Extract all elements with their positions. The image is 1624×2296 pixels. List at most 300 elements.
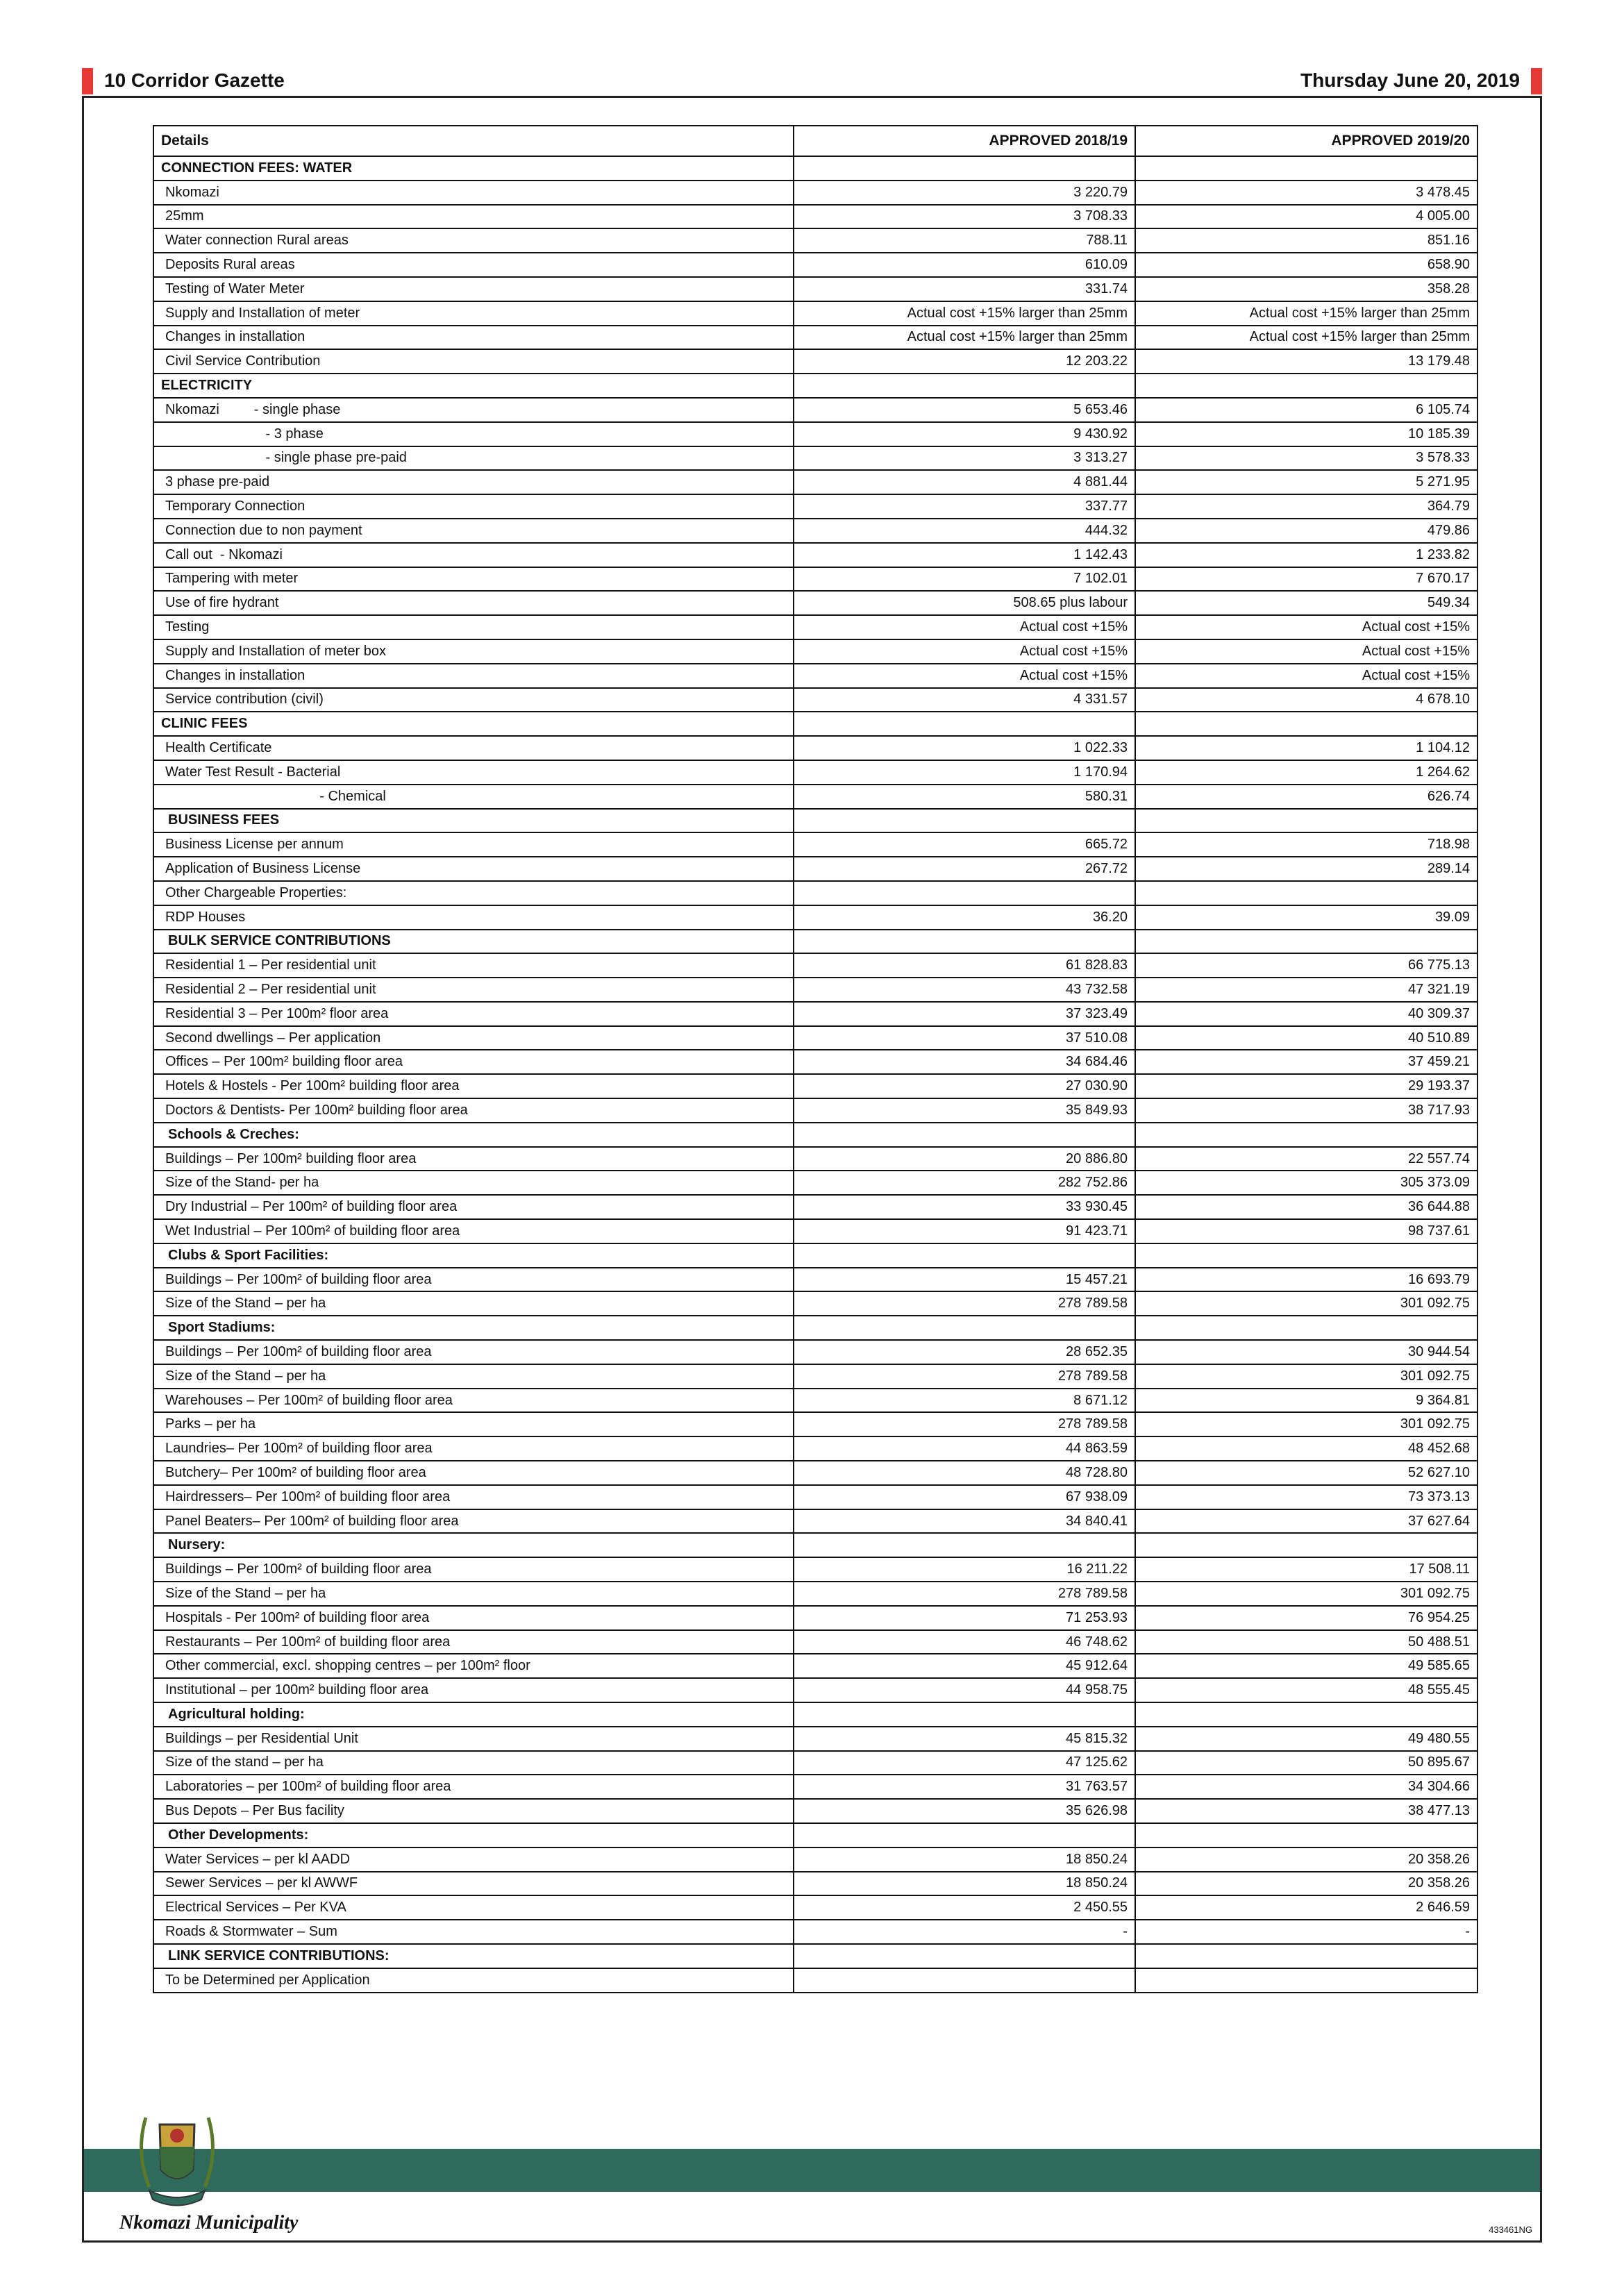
table-row xyxy=(153,1847,1477,1872)
table-header-row xyxy=(153,126,1477,156)
row-details: Roads & Stormwater – Sum xyxy=(153,1920,794,1944)
table-row xyxy=(153,736,1477,760)
section-row xyxy=(153,809,1477,833)
column-header-details: Details xyxy=(153,126,794,156)
row-details: Connection due to non payment xyxy=(153,519,794,543)
row-approved-2019-20: Actual cost +15% larger than 25mm xyxy=(1135,326,1477,350)
row-approved-2018-19: 44 958.75 xyxy=(794,1678,1135,1702)
table-row xyxy=(153,1219,1477,1243)
row-approved-2018-19: 7 102.01 xyxy=(794,567,1135,592)
row-approved-2018-19: 28 652.35 xyxy=(794,1340,1135,1364)
row-approved-2018-19: Actual cost +15% xyxy=(794,615,1135,639)
row-approved-2018-19: 3 708.33 xyxy=(794,205,1135,229)
row-approved-2018-19 xyxy=(794,1243,1135,1268)
row-approved-2019-20 xyxy=(1135,1944,1477,1968)
row-approved-2019-20: 1 264.62 xyxy=(1135,760,1477,785)
row-details: 25mm xyxy=(153,205,794,229)
row-details: Clubs & Sport Facilities: xyxy=(153,1243,794,1268)
row-details: Water Test Result - Bacterial xyxy=(153,760,794,785)
row-details: Butchery– Per 100m² of building floor area xyxy=(153,1461,794,1485)
row-details: - single phase pre-paid xyxy=(153,446,794,471)
row-approved-2018-19: 3 220.79 xyxy=(794,181,1135,205)
table-row xyxy=(153,664,1477,688)
row-details: Supply and Installation of meter box xyxy=(153,639,794,664)
row-approved-2019-20: 48 555.45 xyxy=(1135,1678,1477,1702)
row-details: Hairdressers– Per 100m² of building floor area xyxy=(153,1485,794,1509)
row-details: Health Certificate xyxy=(153,736,794,760)
row-approved-2019-20: 4 005.00 xyxy=(1135,205,1477,229)
row-details: Sewer Services – per kl AWWF xyxy=(153,1872,794,1896)
row-approved-2019-20 xyxy=(1135,1123,1477,1147)
row-approved-2018-19: 31 763.57 xyxy=(794,1775,1135,1799)
table-row xyxy=(153,615,1477,639)
row-details: Laboratories – per 100m² of building floor area xyxy=(153,1775,794,1799)
row-approved-2018-19: 71 253.93 xyxy=(794,1606,1135,1630)
table-row xyxy=(153,857,1477,881)
row-details: Changes in installation xyxy=(153,326,794,350)
row-approved-2019-20 xyxy=(1135,1702,1477,1727)
table-row xyxy=(153,1485,1477,1509)
table-row xyxy=(153,978,1477,1002)
row-details: Buildings – Per 100m² of building floor area xyxy=(153,1268,794,1292)
row-approved-2018-19: 278 789.58 xyxy=(794,1291,1135,1316)
table-row xyxy=(153,470,1477,494)
row-approved-2019-20: 37 627.64 xyxy=(1135,1509,1477,1534)
row-approved-2018-19: 1 170.94 xyxy=(794,760,1135,785)
table-row xyxy=(153,1654,1477,1678)
row-approved-2018-19: 331.74 xyxy=(794,277,1135,301)
row-details: Wet Industrial – Per 100m² of building floor area xyxy=(153,1219,794,1243)
table-row xyxy=(153,1727,1477,1751)
row-approved-2018-19: 18 850.24 xyxy=(794,1847,1135,1872)
row-approved-2018-19 xyxy=(794,1533,1135,1557)
column-header-2019-20: APPROVED 2019/20 xyxy=(1135,126,1477,156)
table-row xyxy=(153,398,1477,422)
row-approved-2018-19 xyxy=(794,712,1135,736)
row-approved-2018-19: 267.72 xyxy=(794,857,1135,881)
row-approved-2019-20: 29 193.37 xyxy=(1135,1074,1477,1098)
row-approved-2018-19: 278 789.58 xyxy=(794,1582,1135,1606)
row-approved-2018-19: - xyxy=(794,1920,1135,1944)
table-row xyxy=(153,494,1477,519)
row-approved-2018-19 xyxy=(794,881,1135,905)
row-approved-2018-19: 278 789.58 xyxy=(794,1412,1135,1436)
row-approved-2019-20 xyxy=(1135,1823,1477,1847)
row-approved-2018-19: Actual cost +15% xyxy=(794,664,1135,688)
table-row xyxy=(153,326,1477,350)
row-details: Laundries– Per 100m² of building floor area xyxy=(153,1436,794,1461)
crest-scroll xyxy=(149,2190,205,2206)
row-details: Residential 2 – Per residential unit xyxy=(153,978,794,1002)
row-details: Application of Business License xyxy=(153,857,794,881)
row-details: Doctors & Dentists- Per 100m² building floor area xyxy=(153,1098,794,1123)
table-row xyxy=(153,543,1477,567)
row-details: Offices – Per 100m² building floor area xyxy=(153,1050,794,1074)
row-approved-2019-20: 16 693.79 xyxy=(1135,1268,1477,1292)
row-approved-2019-20: 38 477.13 xyxy=(1135,1799,1477,1823)
row-details: Size of the Stand- per ha xyxy=(153,1171,794,1195)
row-approved-2019-20: 6 105.74 xyxy=(1135,398,1477,422)
row-approved-2018-19: 36.20 xyxy=(794,905,1135,930)
row-approved-2018-19: Actual cost +15% larger than 25mm xyxy=(794,326,1135,350)
row-approved-2018-19: 61 828.83 xyxy=(794,953,1135,978)
row-approved-2019-20: 30 944.54 xyxy=(1135,1340,1477,1364)
row-approved-2019-20: 626.74 xyxy=(1135,785,1477,809)
row-approved-2018-19: 788.11 xyxy=(794,228,1135,253)
row-approved-2019-20: 47 321.19 xyxy=(1135,978,1477,1002)
row-approved-2019-20: 76 954.25 xyxy=(1135,1606,1477,1630)
row-approved-2019-20: 66 775.13 xyxy=(1135,953,1477,978)
table-row xyxy=(153,1364,1477,1389)
row-details: Panel Beaters– Per 100m² of building floor area xyxy=(153,1509,794,1534)
row-details: Buildings – per Residential Unit xyxy=(153,1727,794,1751)
table-row xyxy=(153,1751,1477,1775)
row-approved-2019-20 xyxy=(1135,930,1477,954)
row-details: Buildings – Per 100m² of building floor area xyxy=(153,1340,794,1364)
table-row xyxy=(153,1389,1477,1413)
row-approved-2019-20: 49 585.65 xyxy=(1135,1654,1477,1678)
table-row xyxy=(153,688,1477,712)
row-approved-2019-20: 7 670.17 xyxy=(1135,567,1477,592)
row-approved-2019-20: Actual cost +15% larger than 25mm xyxy=(1135,301,1477,326)
table-row xyxy=(153,1509,1477,1534)
table-row xyxy=(153,639,1477,664)
column-header-2018-19: APPROVED 2018/19 xyxy=(794,126,1135,156)
row-details: Parks – per ha xyxy=(153,1412,794,1436)
section-row xyxy=(153,1533,1477,1557)
row-approved-2019-20: 301 092.75 xyxy=(1135,1412,1477,1436)
row-approved-2019-20: 48 452.68 xyxy=(1135,1436,1477,1461)
row-details: LINK SERVICE CONTRIBUTIONS: xyxy=(153,1944,794,1968)
row-approved-2019-20: 301 092.75 xyxy=(1135,1364,1477,1389)
table-row xyxy=(153,519,1477,543)
row-approved-2019-20 xyxy=(1135,809,1477,833)
row-details: Size of the Stand – per ha xyxy=(153,1291,794,1316)
table-row xyxy=(153,422,1477,446)
row-approved-2018-19: 20 886.80 xyxy=(794,1147,1135,1171)
row-details: 3 phase pre-paid xyxy=(153,470,794,494)
row-approved-2019-20: 50 895.67 xyxy=(1135,1751,1477,1775)
row-details: Water Services – per kl AADD xyxy=(153,1847,794,1872)
row-approved-2018-19 xyxy=(794,156,1135,181)
row-approved-2018-19: 35 626.98 xyxy=(794,1799,1135,1823)
row-approved-2019-20: 9 364.81 xyxy=(1135,1389,1477,1413)
row-approved-2019-20: 38 717.93 xyxy=(1135,1098,1477,1123)
row-approved-2018-19: 34 684.46 xyxy=(794,1050,1135,1074)
row-approved-2019-20: 10 185.39 xyxy=(1135,422,1477,446)
table-row xyxy=(153,1461,1477,1485)
row-details: Other commercial, excl. shopping centres – per 100m² floor xyxy=(153,1654,794,1678)
row-approved-2019-20: 17 508.11 xyxy=(1135,1557,1477,1582)
row-approved-2018-19: 35 849.93 xyxy=(794,1098,1135,1123)
advert-reference: 433461NG xyxy=(1489,2224,1532,2235)
row-approved-2019-20: Actual cost +15% xyxy=(1135,615,1477,639)
row-approved-2019-20: - xyxy=(1135,1920,1477,1944)
row-details: Residential 3 – Per 100m² floor area xyxy=(153,1002,794,1026)
row-approved-2019-20 xyxy=(1135,712,1477,736)
row-approved-2018-19: 4 881.44 xyxy=(794,470,1135,494)
table-row xyxy=(153,567,1477,592)
row-approved-2019-20: 49 480.55 xyxy=(1135,1727,1477,1751)
table-row xyxy=(153,205,1477,229)
row-details: Warehouses – Per 100m² of building floor area xyxy=(153,1389,794,1413)
row-approved-2018-19: 337.77 xyxy=(794,494,1135,519)
row-approved-2018-19: 1 142.43 xyxy=(794,543,1135,567)
row-details: Buildings – Per 100m² building floor area xyxy=(153,1147,794,1171)
row-approved-2018-19 xyxy=(794,930,1135,954)
row-details: Second dwellings – Per application xyxy=(153,1026,794,1050)
row-approved-2019-20: 3 478.45 xyxy=(1135,181,1477,205)
row-approved-2018-19: 12 203.22 xyxy=(794,349,1135,374)
section-row xyxy=(153,1823,1477,1847)
row-approved-2019-20: 4 678.10 xyxy=(1135,688,1477,712)
row-details: CONNECTION FEES: WATER xyxy=(153,156,794,181)
section-row xyxy=(153,1702,1477,1727)
row-approved-2019-20: 52 627.10 xyxy=(1135,1461,1477,1485)
row-approved-2018-19: 37 510.08 xyxy=(794,1026,1135,1050)
row-approved-2018-19: 508.65 plus labour xyxy=(794,591,1135,615)
row-approved-2018-19: 444.32 xyxy=(794,519,1135,543)
table-row xyxy=(153,760,1477,785)
row-approved-2019-20: 37 459.21 xyxy=(1135,1050,1477,1074)
row-details: Restaurants – Per 100m² of building floor area xyxy=(153,1630,794,1654)
row-approved-2019-20: 22 557.74 xyxy=(1135,1147,1477,1171)
row-details: Agricultural holding: xyxy=(153,1702,794,1727)
row-approved-2019-20: 40 309.37 xyxy=(1135,1002,1477,1026)
row-details: Institutional – per 100m² building floor area xyxy=(153,1678,794,1702)
table-row xyxy=(153,1606,1477,1630)
row-approved-2019-20: 98 737.61 xyxy=(1135,1219,1477,1243)
table-row xyxy=(153,181,1477,205)
row-approved-2019-20: 40 510.89 xyxy=(1135,1026,1477,1050)
header-accent-left xyxy=(82,68,93,94)
table-row xyxy=(153,1412,1477,1436)
row-approved-2019-20 xyxy=(1135,1533,1477,1557)
table-row xyxy=(153,1436,1477,1461)
row-approved-2018-19: 48 728.80 xyxy=(794,1461,1135,1485)
row-approved-2019-20: 1 233.82 xyxy=(1135,543,1477,567)
row-approved-2019-20: 5 271.95 xyxy=(1135,470,1477,494)
row-details: Nkomazi - single phase xyxy=(153,398,794,422)
row-approved-2019-20: 1 104.12 xyxy=(1135,736,1477,760)
tariff-table xyxy=(153,125,1478,1993)
row-details: Call out - Nkomazi xyxy=(153,543,794,567)
row-approved-2018-19: 2 450.55 xyxy=(794,1895,1135,1920)
section-row xyxy=(153,1243,1477,1268)
crest-emblem xyxy=(170,2129,184,2143)
table-row xyxy=(153,1678,1477,1702)
row-details: Dry Industrial – Per 100m² of building floor area xyxy=(153,1195,794,1219)
row-approved-2018-19: 9 430.92 xyxy=(794,422,1135,446)
table-row xyxy=(153,1340,1477,1364)
row-approved-2018-19: 8 671.12 xyxy=(794,1389,1135,1413)
table-row xyxy=(153,446,1477,471)
row-approved-2019-20: 289.14 xyxy=(1135,857,1477,881)
row-details: BUSINESS FEES xyxy=(153,809,794,833)
row-approved-2018-19: 3 313.27 xyxy=(794,446,1135,471)
row-approved-2018-19: 4 331.57 xyxy=(794,688,1135,712)
section-row xyxy=(153,1316,1477,1340)
row-approved-2018-19: 1 022.33 xyxy=(794,736,1135,760)
table-row xyxy=(153,1557,1477,1582)
row-approved-2019-20: 3 578.33 xyxy=(1135,446,1477,471)
row-details: Residential 1 – Per residential unit xyxy=(153,953,794,978)
row-details: Sport Stadiums: xyxy=(153,1316,794,1340)
row-details: Hotels & Hostels - Per 100m² building floor area xyxy=(153,1074,794,1098)
table-row xyxy=(153,1002,1477,1026)
row-approved-2018-19: 5 653.46 xyxy=(794,398,1135,422)
row-details: To be Determined per Application xyxy=(153,1968,794,1993)
row-approved-2019-20: 301 092.75 xyxy=(1135,1582,1477,1606)
row-details: Buildings – Per 100m² of building floor area xyxy=(153,1557,794,1582)
row-approved-2018-19 xyxy=(794,1702,1135,1727)
row-details: BULK SERVICE CONTRIBUTIONS xyxy=(153,930,794,954)
row-approved-2018-19: 278 789.58 xyxy=(794,1364,1135,1389)
table-row xyxy=(153,277,1477,301)
row-details: Supply and Installation of meter xyxy=(153,301,794,326)
row-details: RDP Houses xyxy=(153,905,794,930)
table-row xyxy=(153,953,1477,978)
municipality-name: Nkomazi Municipality xyxy=(119,2212,299,2234)
row-details: Size of the stand – per ha xyxy=(153,1751,794,1775)
row-approved-2019-20: 73 373.13 xyxy=(1135,1485,1477,1509)
row-approved-2019-20: 13 179.48 xyxy=(1135,349,1477,374)
row-approved-2019-20: 658.90 xyxy=(1135,253,1477,277)
row-approved-2018-19: 610.09 xyxy=(794,253,1135,277)
table-row xyxy=(153,301,1477,326)
row-approved-2018-19: 45 815.32 xyxy=(794,1727,1135,1751)
row-approved-2019-20: 20 358.26 xyxy=(1135,1872,1477,1896)
row-approved-2019-20: 2 646.59 xyxy=(1135,1895,1477,1920)
row-details: ELECTRICITY xyxy=(153,374,794,398)
row-approved-2019-20: 479.86 xyxy=(1135,519,1477,543)
row-details: Nursery: xyxy=(153,1533,794,1557)
row-approved-2019-20: 20 358.26 xyxy=(1135,1847,1477,1872)
row-approved-2018-19: Actual cost +15% larger than 25mm xyxy=(794,301,1135,326)
table-row xyxy=(153,1895,1477,1920)
table-row xyxy=(153,1775,1477,1799)
row-approved-2019-20 xyxy=(1135,374,1477,398)
gazette-page-title: 10 Corridor Gazette xyxy=(104,69,285,91)
row-details: Size of the Stand – per ha xyxy=(153,1582,794,1606)
table-row xyxy=(153,349,1477,374)
row-details: Electrical Services – Per KVA xyxy=(153,1895,794,1920)
row-details: - Chemical xyxy=(153,785,794,809)
row-details: Temporary Connection xyxy=(153,494,794,519)
row-approved-2018-19: 27 030.90 xyxy=(794,1074,1135,1098)
row-approved-2018-19: 282 752.86 xyxy=(794,1171,1135,1195)
row-details: Size of the Stand – per ha xyxy=(153,1364,794,1389)
table-row xyxy=(153,591,1477,615)
section-row xyxy=(153,1123,1477,1147)
row-details: Other Chargeable Properties: xyxy=(153,881,794,905)
table-row xyxy=(153,832,1477,857)
table-row xyxy=(153,1098,1477,1123)
row-approved-2019-20 xyxy=(1135,156,1477,181)
table-row xyxy=(153,1630,1477,1654)
row-approved-2019-20 xyxy=(1135,1316,1477,1340)
row-approved-2018-19: 16 211.22 xyxy=(794,1557,1135,1582)
row-approved-2018-19: 34 840.41 xyxy=(794,1509,1135,1534)
row-details: Changes in installation xyxy=(153,664,794,688)
row-approved-2019-20: 301 092.75 xyxy=(1135,1291,1477,1316)
section-row xyxy=(153,374,1477,398)
row-approved-2018-19: 37 323.49 xyxy=(794,1002,1135,1026)
row-approved-2018-19: 665.72 xyxy=(794,832,1135,857)
row-approved-2019-20 xyxy=(1135,881,1477,905)
section-row xyxy=(153,930,1477,954)
row-approved-2019-20 xyxy=(1135,1243,1477,1268)
row-details: Schools & Creches: xyxy=(153,1123,794,1147)
section-row xyxy=(153,1944,1477,1968)
row-details: Business License per annum xyxy=(153,832,794,857)
row-details: Bus Depots – Per Bus facility xyxy=(153,1799,794,1823)
row-approved-2018-19 xyxy=(794,1823,1135,1847)
table-row xyxy=(153,1147,1477,1171)
section-row xyxy=(153,712,1477,736)
row-approved-2018-19: 91 423.71 xyxy=(794,1219,1135,1243)
row-approved-2019-20: 549.34 xyxy=(1135,591,1477,615)
table-row xyxy=(153,785,1477,809)
table-row xyxy=(153,1268,1477,1292)
row-approved-2019-20: Actual cost +15% xyxy=(1135,639,1477,664)
table-row xyxy=(153,1291,1477,1316)
row-details: Tampering with meter xyxy=(153,567,794,592)
table-row xyxy=(153,1920,1477,1944)
row-details: - 3 phase xyxy=(153,422,794,446)
row-details: Other Developments: xyxy=(153,1823,794,1847)
row-details: Service contribution (civil) xyxy=(153,688,794,712)
table-row xyxy=(153,905,1477,930)
row-approved-2019-20: 36 644.88 xyxy=(1135,1195,1477,1219)
row-approved-2019-20: 358.28 xyxy=(1135,277,1477,301)
row-details: CLINIC FEES xyxy=(153,712,794,736)
row-details: Testing xyxy=(153,615,794,639)
row-approved-2019-20: 364.79 xyxy=(1135,494,1477,519)
municipal-crest-icon xyxy=(132,2104,222,2215)
row-details: Civil Service Contribution xyxy=(153,349,794,374)
row-approved-2018-19: 33 930.45 xyxy=(794,1195,1135,1219)
table-row xyxy=(153,1195,1477,1219)
row-details: Testing of Water Meter xyxy=(153,277,794,301)
row-approved-2018-19: 580.31 xyxy=(794,785,1135,809)
row-approved-2018-19: 67 938.09 xyxy=(794,1485,1135,1509)
table-row xyxy=(153,1968,1477,1993)
row-approved-2018-19: 46 748.62 xyxy=(794,1630,1135,1654)
row-approved-2018-19: 44 863.59 xyxy=(794,1436,1135,1461)
row-details: Water connection Rural areas xyxy=(153,228,794,253)
table-row xyxy=(153,1799,1477,1823)
row-details: Nkomazi xyxy=(153,181,794,205)
table-row xyxy=(153,253,1477,277)
gazette-date: Thursday June 20, 2019 xyxy=(1300,69,1520,91)
footer-band xyxy=(84,2149,1540,2192)
row-approved-2019-20: 718.98 xyxy=(1135,832,1477,857)
row-approved-2018-19: Actual cost +15% xyxy=(794,639,1135,664)
row-approved-2019-20: 34 304.66 xyxy=(1135,1775,1477,1799)
table-row xyxy=(153,228,1477,253)
table-row xyxy=(153,1050,1477,1074)
row-approved-2018-19: 47 125.62 xyxy=(794,1751,1135,1775)
row-approved-2018-19: 15 457.21 xyxy=(794,1268,1135,1292)
table-body xyxy=(153,156,1477,1993)
row-approved-2019-20 xyxy=(1135,1968,1477,1993)
table-row xyxy=(153,1171,1477,1195)
row-details: Deposits Rural areas xyxy=(153,253,794,277)
row-approved-2019-20: 851.16 xyxy=(1135,228,1477,253)
row-approved-2018-19 xyxy=(794,1123,1135,1147)
row-approved-2019-20: 50 488.51 xyxy=(1135,1630,1477,1654)
